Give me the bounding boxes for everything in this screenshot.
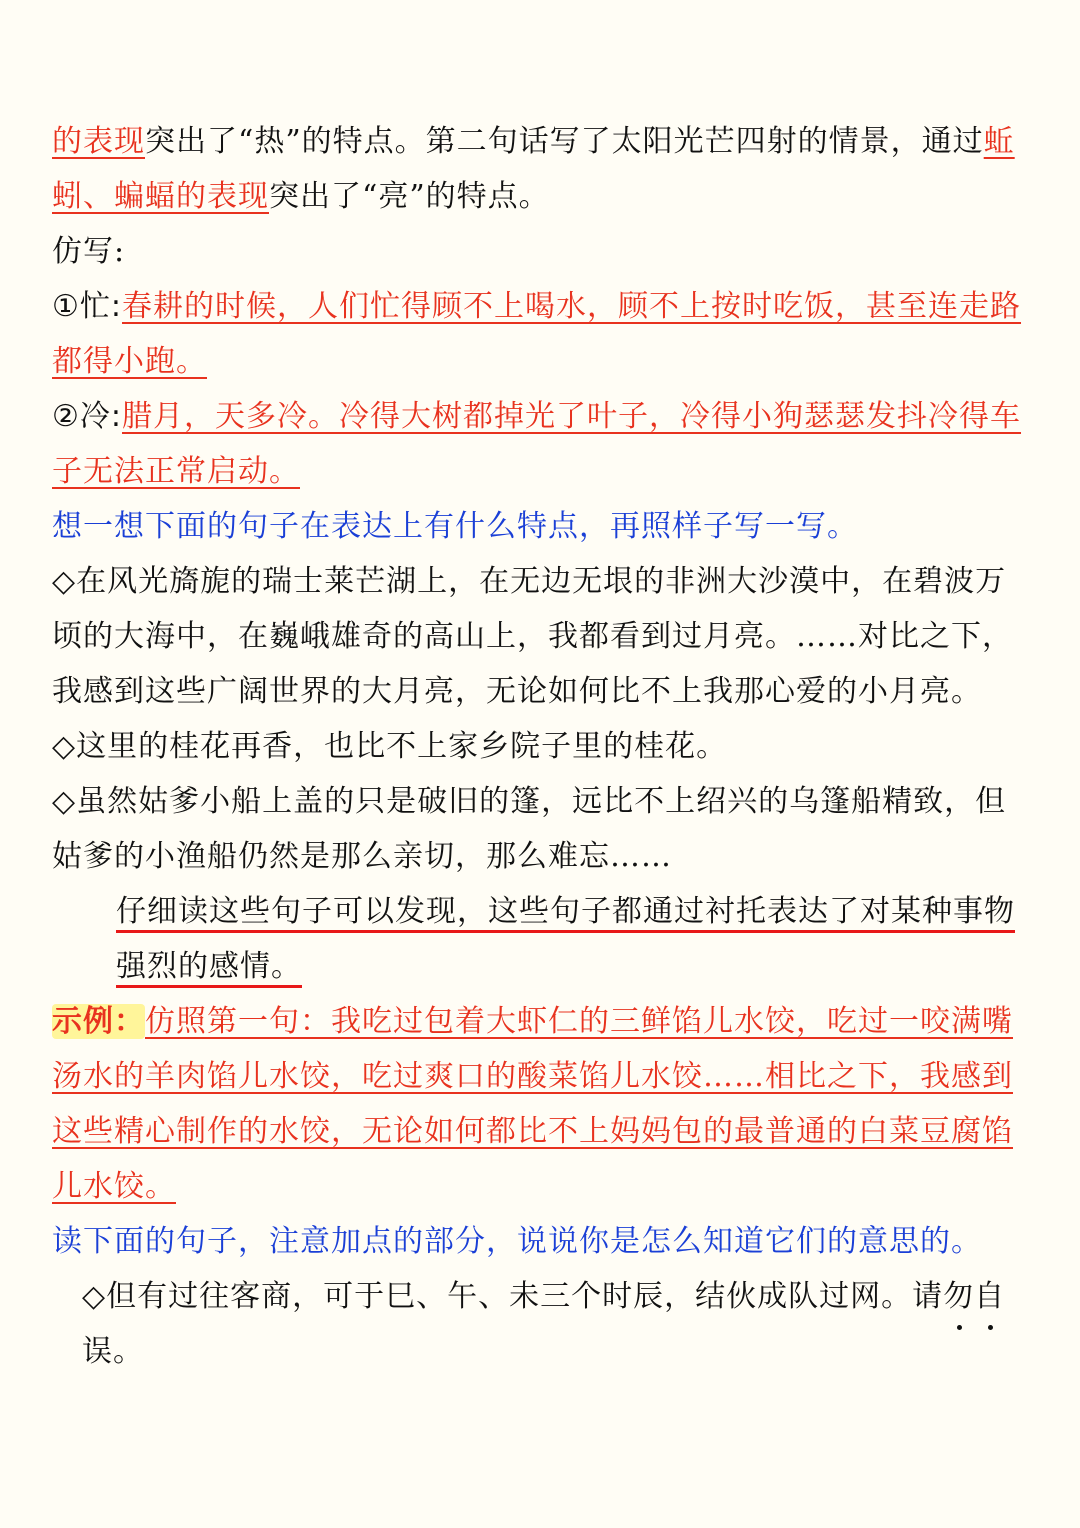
- final-sentence-text: ◇但有过往客商，可于巳、午、未三个时辰，结伙成队过网。请: [82, 1279, 944, 1314]
- sample-text: 仿照第一句：我吃过包着大虾仁的三鲜馅儿水饺，吃过一咬满嘴汤水的羊肉馅儿水饺，吃过爽口的酸菜馅儿水饺……相比之下，我感到这些精心制作的水饺，无论如何都比不上妈妈包的最普通的白菜豆腐馅儿水饺。: [52, 1004, 1013, 1204]
- underlined-phrase-1: 的表现: [52, 124, 145, 159]
- example-sentence-3: ◇虽然姑爹小船上盖的只是破旧的篷，远比不上绍兴的乌篷船精致，但姑爹的小渔船仍然是那么亲切，那么难忘……: [52, 784, 1007, 874]
- analysis-text-1: 突出了“热”的特点。第二句话写了太阳光芒四射的情景，通过: [145, 124, 984, 159]
- imitation-item-1-text: 春耕的时候，人们忙得顾不上喝水，顾不上按时吃饭，甚至连走路都得小跑。: [52, 289, 1022, 379]
- document-content: [52, 114, 1028, 1379]
- example-sentence-1: ◇在风光旖旎的瑞士莱芒湖上，在无边无垠的非洲大沙漠中，在碧波万顷的大海中，在巍峨雄奇的高山上，我都看到过月亮。……对比之下，我感到这些广阔世界的大月亮，无论如何比不上我那心爱的小月亮。: [52, 564, 1013, 709]
- summary-text: 仔细读这些句子可以发现，这些句子都通过衬托表达了对某种事物强烈的感情。: [116, 894, 1015, 984]
- imitation-item-2-label: ②冷:: [52, 399, 123, 434]
- imitation-item-2: [52, 389, 1028, 499]
- imitation-heading: 仿写:: [52, 234, 126, 269]
- underlined-phrase-2: 蚯蚓、蝙蝠的表现: [52, 124, 1015, 214]
- final-sentence: [52, 1269, 1028, 1379]
- paragraph-analysis: [52, 114, 1028, 224]
- imitation-item-2-text: 腊月，天多冷。冷得大树都掉光了叶子，冷得小狗瑟瑟发抖冷得车子无法正常启动。: [52, 399, 1022, 489]
- dotted-char-1: 勿: [943, 1269, 974, 1324]
- question-heading-1: 想一想下面的句子在表达上有什么特点，再照样子写一写。: [52, 509, 858, 544]
- imitation-item-1: [52, 279, 1028, 389]
- dotted-char-2: 自: [974, 1269, 1005, 1324]
- example-sentence-2: ◇这里的桂花再香，也比不上家乡院子里的桂花。: [52, 729, 728, 764]
- imitation-item-1-label: ①忙:: [52, 289, 123, 324]
- question-heading-2: 读下面的句子，注意加点的部分，说说你是怎么知道它们的意思的。: [52, 1224, 982, 1259]
- sample-label: 示例：: [52, 1004, 145, 1039]
- analysis-text-2: 突出了“亮”的特点。: [269, 179, 550, 214]
- sample-answer: [52, 994, 1028, 1214]
- final-sentence-end: 误。: [82, 1334, 144, 1369]
- summary-paragraph: [52, 884, 1028, 994]
